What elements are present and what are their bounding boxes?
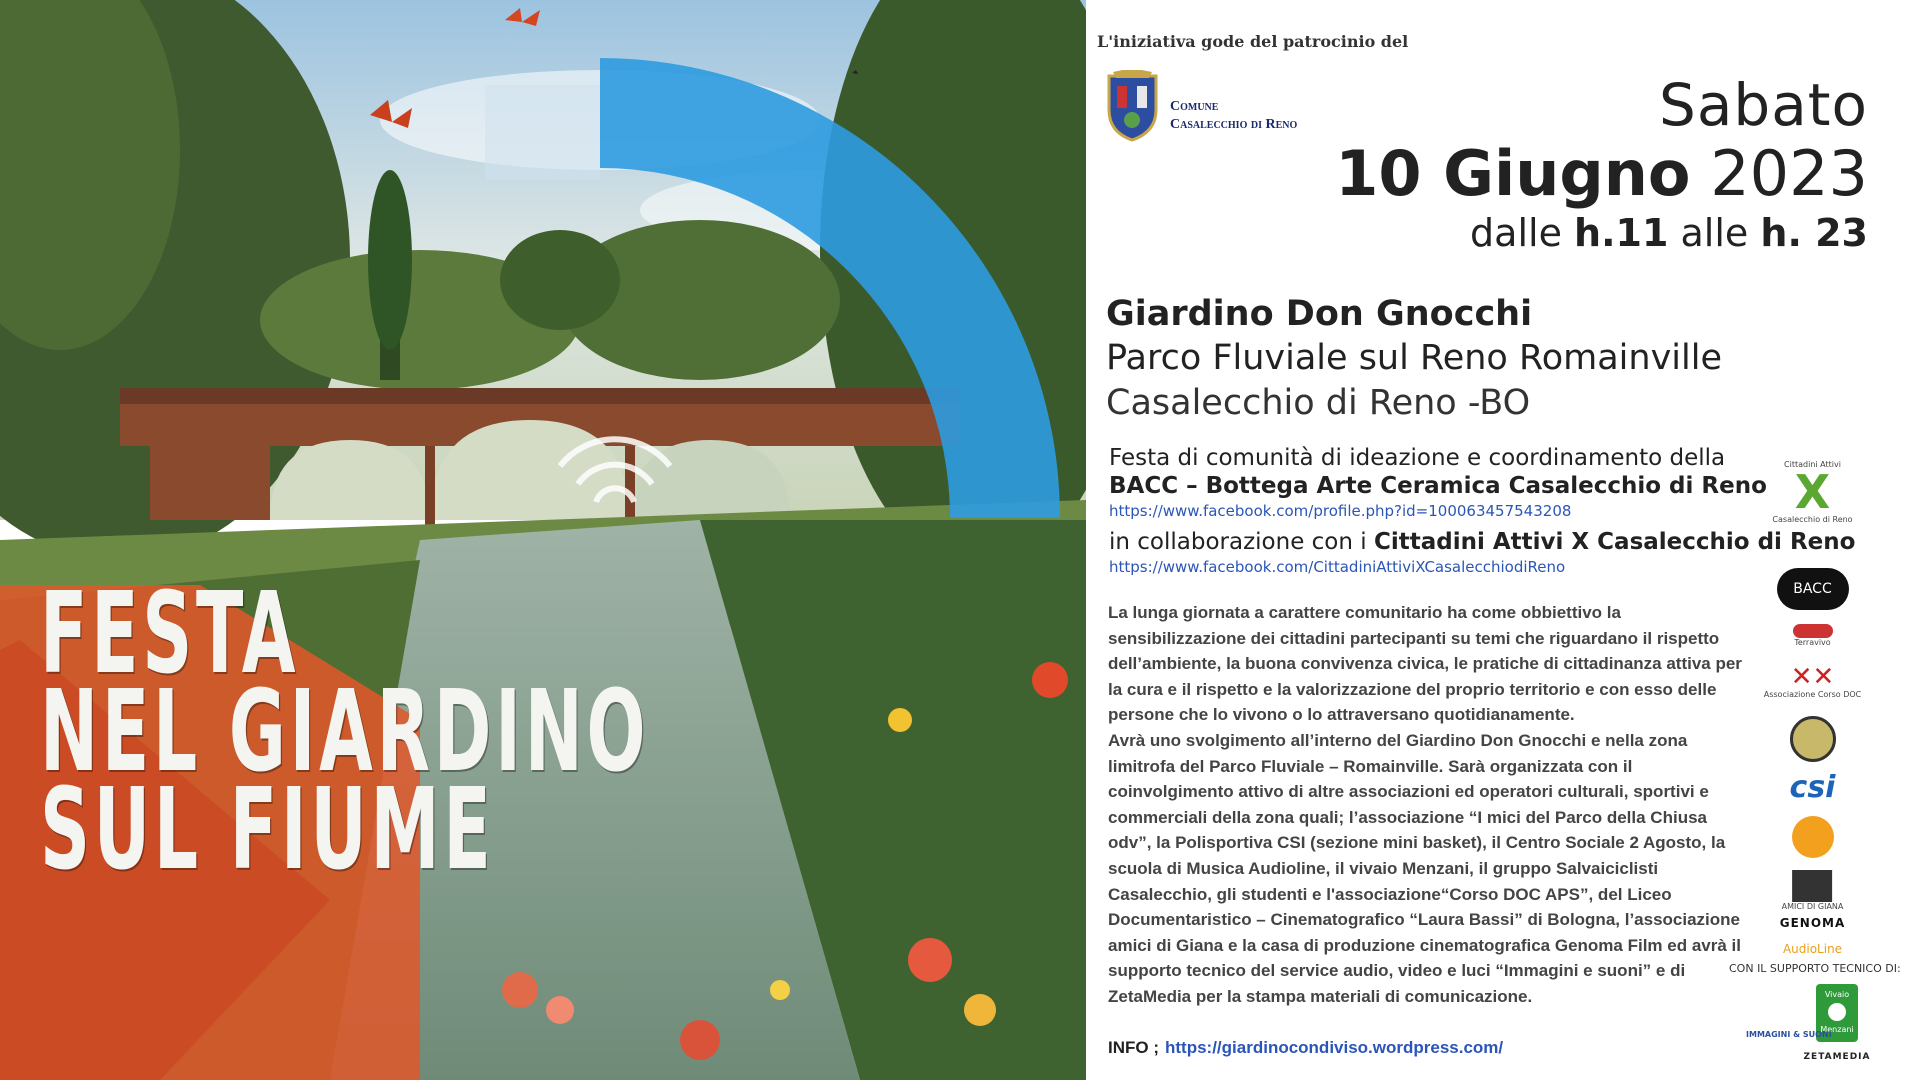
venue-block	[1106, 292, 1722, 426]
vivaio-menzani-logo: Vivaio Menzani	[1816, 984, 1858, 1042]
info-line	[1108, 1038, 1503, 1058]
venue-park: Parco Fluviale sul Reno Romainville	[1106, 338, 1722, 378]
comune-name	[1170, 98, 1297, 134]
zetamedia-logo: ZETAMEDIA	[1803, 1052, 1871, 1062]
sponsor-logos	[1725, 460, 1900, 1080]
bacc-logo: BACC	[1777, 568, 1849, 610]
venue-city: Casalecchio di Reno -BO	[1106, 383, 1531, 423]
collab-prefix: in collaborazione con i	[1109, 529, 1367, 555]
organizer-bacc: BACC – Bottega Arte Ceramica Casalecchio di Reno	[1109, 473, 1767, 499]
organizer-intro: Festa di comunità di ideazione e coordinamento della	[1109, 445, 1726, 471]
event-day: Sabato	[1659, 71, 1868, 139]
info-website-link[interactable]: https://giardinocondiviso.wordpress.com/	[1165, 1038, 1504, 1057]
event-date-bold: 10 Giugno	[1335, 137, 1691, 210]
comune-crest-icon	[1105, 70, 1160, 142]
terravivo-logo: Terravivo	[1793, 624, 1833, 647]
cittadini-attivi-logo: Cittadini Attivi X Casalecchio di Reno	[1772, 460, 1853, 524]
title-line-2: NEL GIARDINO	[40, 667, 650, 797]
festival-title	[40, 569, 650, 895]
csi-logo: csi	[1789, 770, 1836, 805]
event-year: 2023	[1710, 137, 1868, 210]
event-description	[1108, 600, 1748, 1010]
event-date-main	[1335, 138, 1868, 210]
title-line-1: FESTA	[40, 569, 300, 699]
hours-start: h.11	[1574, 211, 1669, 255]
event-hours	[1335, 210, 1868, 256]
event-date	[1335, 72, 1868, 256]
info-label: INFO ;	[1108, 1038, 1159, 1057]
description-paragraph-1: La lunga giornata a carattere comunitario ha come obbiettivo la sensibilizzazione dei cittadini partecipanti su temi che riguardano il rispetto dell’ambiente, la buona convivenza civica, le pratiche di cittadinanza attiva per la cura e il rispetto e la valorizzazione del proprio territorio e con esso delle persone che lo vivono o lo attraversano quotidianamente.	[1108, 603, 1742, 725]
technical-support-label: CON IL SUPPORTO TECNICO DI:	[1729, 962, 1901, 975]
hours-prefix: dalle	[1470, 211, 1562, 255]
amici-giana-logo: AMICI DI GIANA	[1782, 870, 1844, 911]
collab-name: Cittadini Attivi X Casalecchio di Reno	[1373, 529, 1856, 555]
corso-doc-logo: ✕✕ Associazione Corso DOC	[1763, 662, 1862, 699]
description-paragraph-2: Avrà uno svolgimento all’interno del Giardino Don Gnocchi e nella zona limitrofa del Parco Fluviale – Romainville. Sarà organizzata con il coinvolgimento attivo di altre associazioni ed operatori culturali, sportivi e commerciali della zona quali; l’associazione “I mici del Parco della Chiusa odv”, la Polisportiva CSI (sezione mini basket), il Centro Sociale 2 Agosto, la scuola di Musica Audioline, il vivaio Menzani, il gruppo Salvaiciclisti Casalecchio, gli studenti e l'associazione“Corso DOC APS”, del Liceo Documentaristico – Cinematografico “Laura Bassi” di Bologna, l’associazione amici di Giana e la casa di produzione cinematografica Genoma Film ed avrà il supporto tecnico del service audio, video e luci “Immagini e suoni” e di ZetaMedia per la stampa materiali di comunicazione.	[1108, 730, 1741, 1006]
comune-line-2: Casalecchio di Reno	[1170, 117, 1298, 132]
salvaiciclisti-logo	[1792, 816, 1834, 858]
cittadini-facebook-link[interactable]: https://www.facebook.com/CittadiniAttiviXCasalecchiodiReno	[1109, 558, 1566, 576]
hours-mid: alle	[1680, 211, 1749, 255]
venue-name: Giardino Don Gnocchi	[1106, 294, 1533, 334]
bacc-facebook-link[interactable]: https://www.facebook.com/profile.php?id=100063457543208	[1109, 502, 1572, 520]
title-line-3: SUL FIUME	[40, 765, 495, 895]
audioline-logo: AudioLine	[1782, 942, 1843, 956]
immagini-suoni-logo: IMMAGINI & SUONI	[1746, 1030, 1832, 1039]
genoma-logo: GENOMA	[1779, 916, 1846, 930]
patronage-note: L'iniziativa gode del patrocinio del	[1097, 32, 1409, 51]
mici-parco-logo	[1790, 716, 1836, 762]
comune-line-1: Comune	[1170, 99, 1219, 114]
hours-end: h. 23	[1760, 211, 1868, 255]
